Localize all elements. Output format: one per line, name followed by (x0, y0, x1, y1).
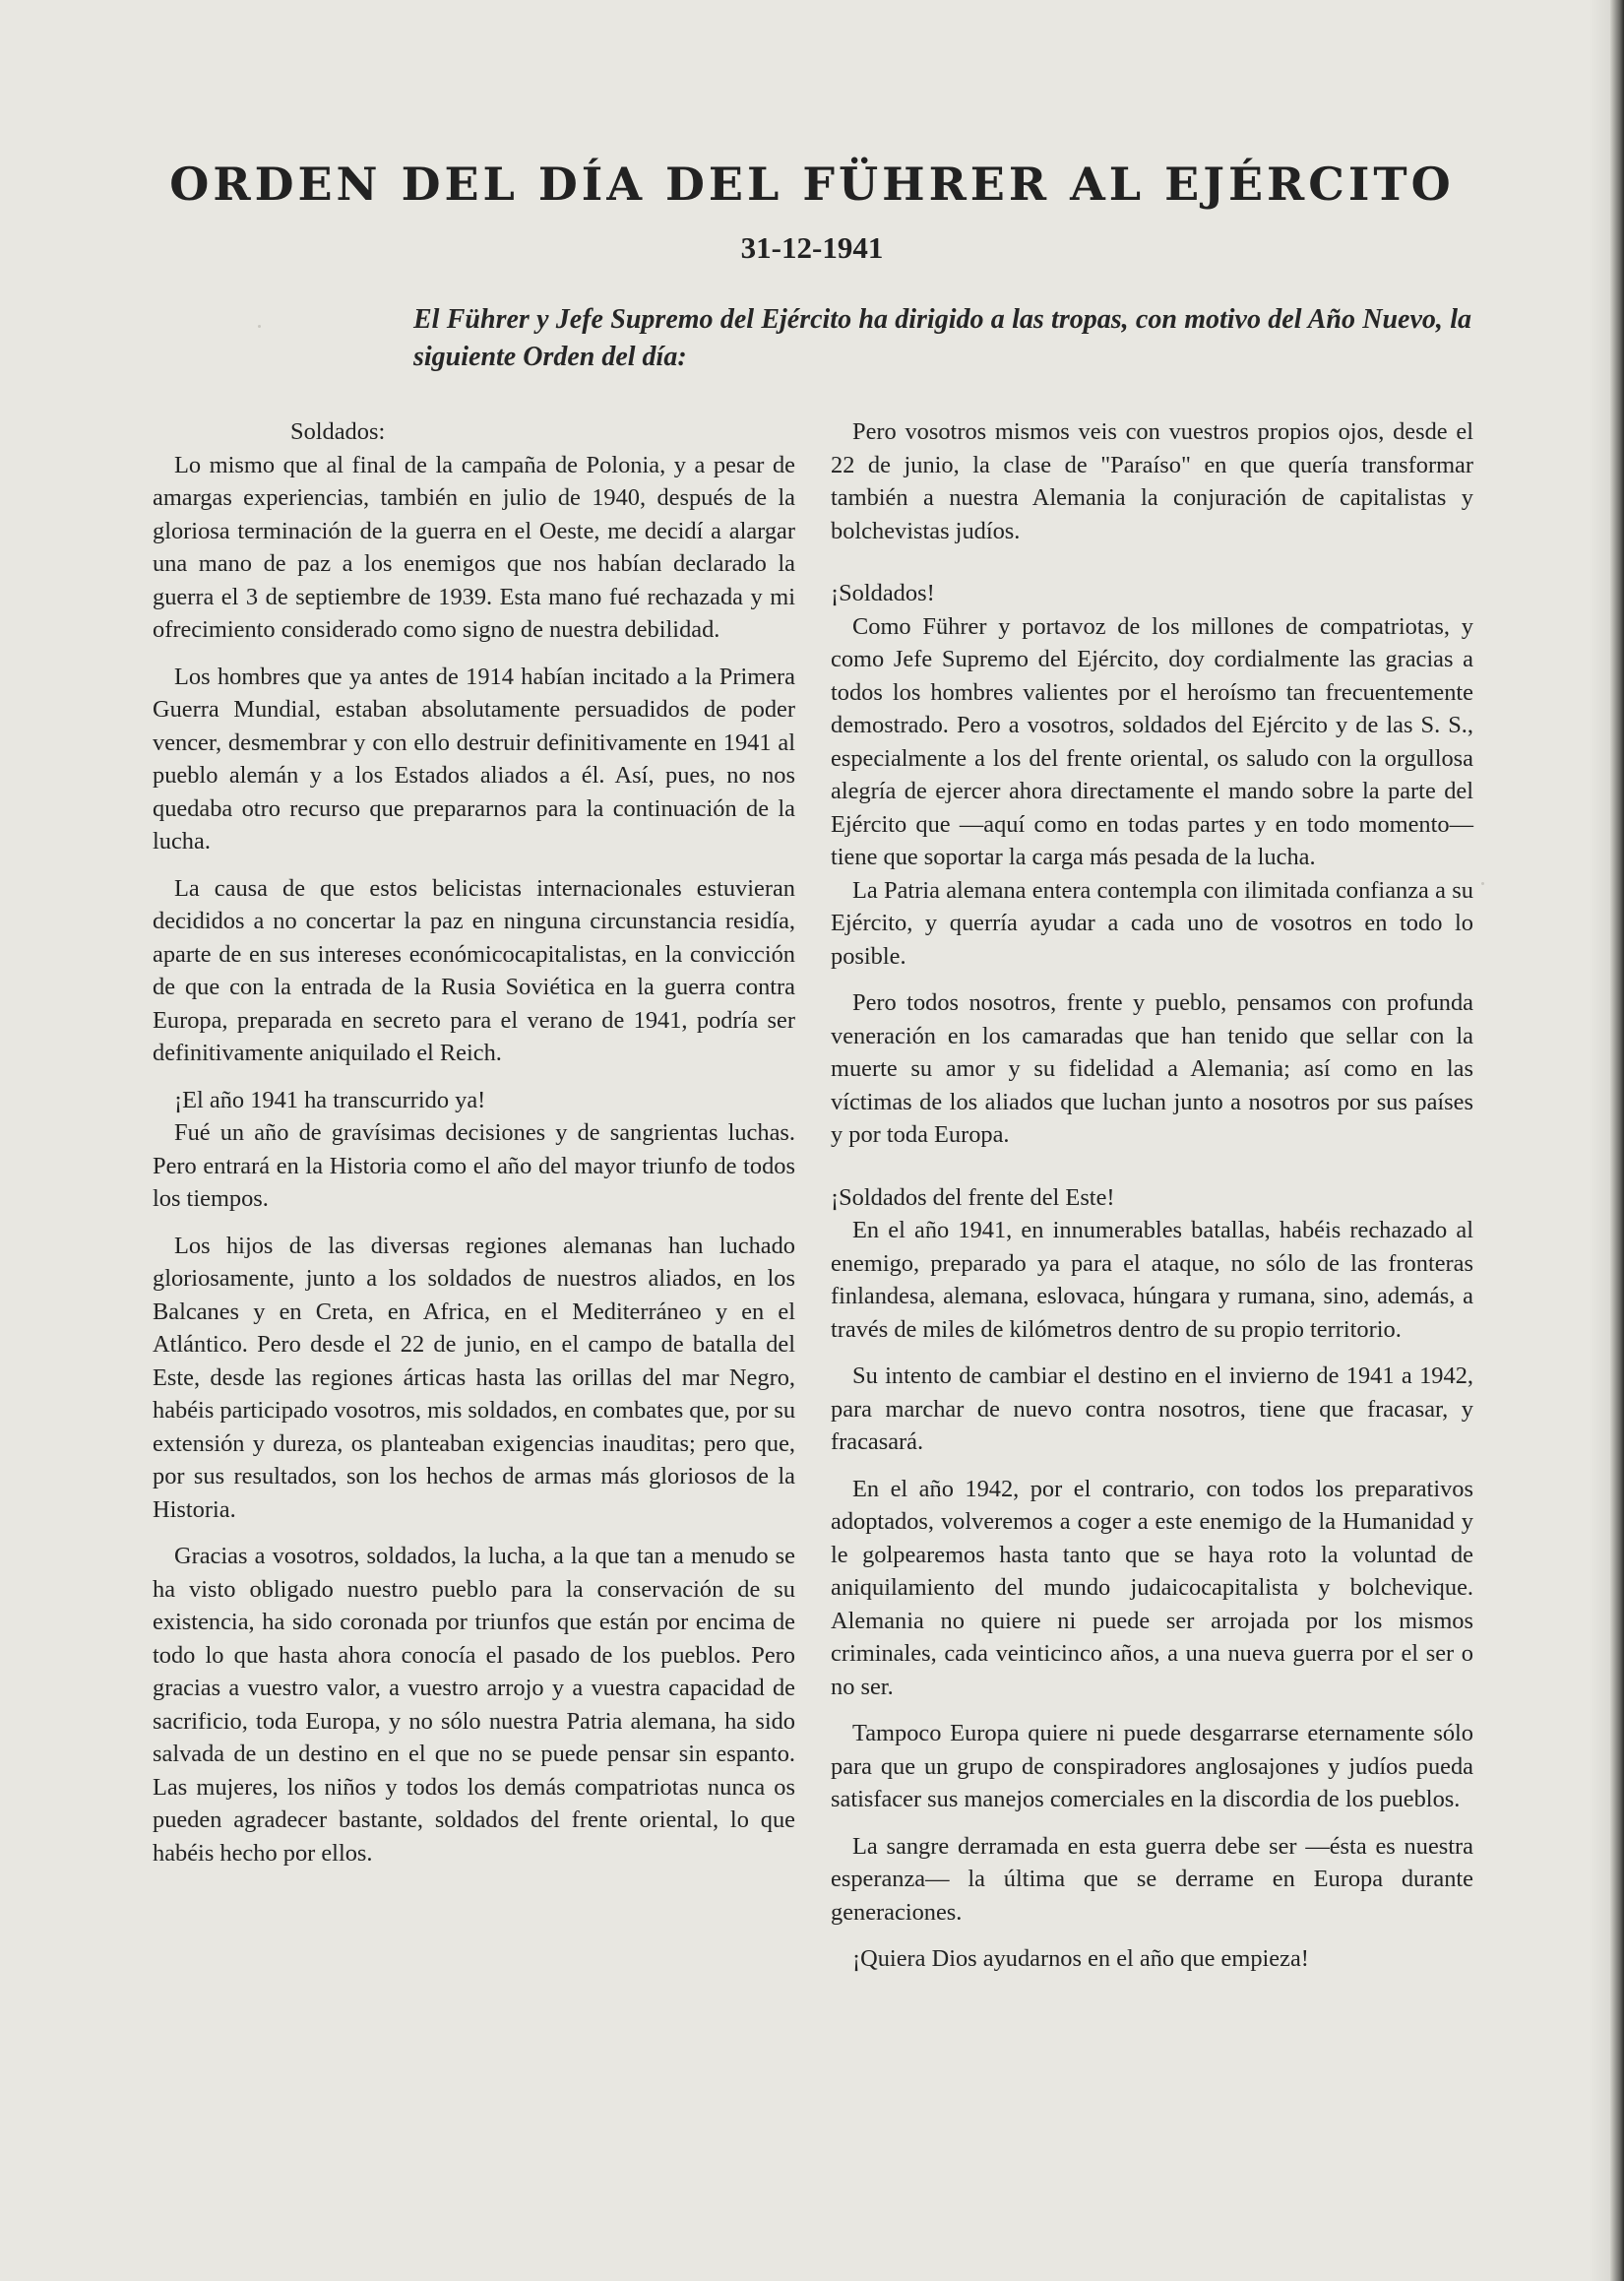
paragraph: ¡Quiera Dios ayudarnos en el año que empieza! (852, 1945, 1309, 1972)
paragraph: La causa de que estos belicistas internacionales estuvieran decididos a no concertar la paz en ninguna circunstancia residía, aparte de en sus intereses económicocapitalistas, en la convicción de que con la entrada de la Rusia Soviética en la guerra contra Europa, preparada en secreto para el verano de 1941, podría ser definitivamente aniquilado el Reich. (153, 874, 795, 1066)
page-edge-shadow (1589, 0, 1610, 2281)
paragraph: Los hijos de las diversas regiones alemanas han luchado gloriosamente, junto a los soldados de nuestros aliados, en los Balcanes y en Creta, en Africa, en el Mediterráneo y en el Atlántico. Pero desde el 22 de junio, en el campo de batalla del Este, desde las regiones árticas hasta las orillas del mar Negro, habéis participado vosotros, mis soldados, en combates que, por su extensión y dureza, os planteaban exigencias inauditas; pero que, por sus resultados, son los hechos de armas más gloriosos de la Historia. (153, 1232, 796, 1523)
paragraph: La Patria alemana entera contempla con ilimitada confianza a su Ejército, y querría ayudar a cada uno de vosotros en todo lo posible. (831, 876, 1473, 970)
paragraph: ¡Soldados del frente del Este! (831, 1183, 1115, 1211)
paragraph: Lo mismo que al final de la campaña de Polonia, y a pesar de amargas experiencias, también en julio de 1940, después de la gloriosa terminación de la guerra en el Oeste, me decidí a alargar una mano de paz a los enemigos que nos habían declarado la guerra el 3 de septiembre de 1939. Esta mano fué rechazada y mi ofrecimiento considerado como signo de nuestra debilidad. (153, 451, 795, 643)
paragraph: En el año 1942, por el contrario, con todos los preparativos adoptados, volveremos a coger a este enemigo de la Humanidad y le golpearemos hasta tanto que se haya roto la voluntad de aniquilamiento del mundo judaicocapitalista y bolchevique. Alemania no quiere ni puede ser arrojada por los mismos criminales, cada veinticinco años, a una nueva guerra por el ser o no ser. (831, 1475, 1473, 1700)
paragraph: La sangre derramada en esta guerra debe ser —ésta es nuestra esperanza— la última que se derrame en Europa durante generaciones. (831, 1832, 1473, 1926)
paper-speck (258, 325, 261, 328)
salutation: Soldados: (290, 418, 386, 445)
paragraph: ¡Soldados! (831, 580, 935, 606)
paragraph: Su intento de cambiar el destino en el invierno de 1941 a 1942, para marchar de nuevo contra nosotros, tiene que fracasar, y fracasará. (831, 1362, 1473, 1455)
paragraph: Pero todos nosotros, frente y pueblo, pensamos con profunda veneración en los camaradas que han tenido que sellar con la muerte su amor y su fidelidad a Alemania; así como en las víctimas de los aliados que luchan junto a nosotros por sus países y por toda Europa. (831, 989, 1473, 1148)
page-edge (1610, 0, 1624, 2281)
document-title: ORDEN DEL DÍA DEL FÜHRER AL EJÉRCITO (169, 158, 1455, 211)
paragraph: Como Führer y portavoz de los millones de compatriotas, y como Jefe Supremo del Ejército, doy cordialmente las gracias a todos los hombres valientes por el heroísmo tan frecuentemente demostrado. Pero a vosotros, soldados del Ejército y de las S. S., especialmente a los del frente oriental, os saludo con la orgullosa alegría de ejercer ahora directamente el mando sobre la parte del Ejército que —aquí como en todas partes y en todo momento— tiene que soportar la carga más pesada de la lucha. (831, 612, 1473, 870)
paragraph: Pero vosotros mismos veis con vuestros propios ojos, desde el 22 de junio, la clase de "Paraíso" en que quería transformar también a nuestra Alemania la conjuración de capitalistas y bolchevistas judíos. (831, 418, 1473, 544)
paragraph: Fué un año de gravísimas decisiones y de sangrientas luchas. Pero entrará en la Historia como el año del mayor triunfo de todos los tiempos. (153, 1119, 795, 1212)
paragraph: Gracias a vosotros, soldados, la lucha, a la que tan a menudo se ha visto obligado nuestro pueblo para la conservación de su existencia, ha sido coronada por triunfos que están por encima de todo lo que hasta ahora conocía el pasado de los pueblos. Pero gracias a vuestro valor, a vuestro arrojo y a vuestra capacidad de sacrificio, toda Europa, y no sólo nuestra Patria alemana, ha sido salvada de un destino en el que no se puede pensar sin espanto. Las mujeres, los niños y todos los demás compatriotas nunca os pueden agradecer bastante, soldados del frente oriental, lo que habéis hecho por ellos. (153, 1543, 795, 1867)
paragraph: En el año 1941, en innumerables batallas, habéis rechazado al enemigo, preparado ya para el ataque, no sólo de las fronteras finlandesa, alemana, eslovaca, húngara y rumana, sino, además, a través de miles de kilómetros dentro de su propio territorio. (831, 1217, 1473, 1343)
text-column-left (153, 415, 795, 1869)
paper-speck (1481, 882, 1484, 885)
paragraph: Tampoco Europa quiere ni puede desgarrarse eternamente sólo para que un grupo de conspiradores anglosajones y judíos pueda satisfacer sus manejos comerciales en la discordia de los pueblos. (831, 1720, 1473, 1812)
text-column-right (831, 415, 1473, 1976)
document-intro: El Führer y Jefe Supremo del Ejército ha dirigido a las tropas, con motivo del Año Nuevo, la siguiente Orden del día: (413, 304, 1471, 372)
paragraph: ¡El año 1941 ha transcurrido ya! (174, 1086, 486, 1113)
paragraph: Los hombres que ya antes de 1914 habían incitado a la Primera Guerra Mundial, estaban absolutamente persuadidos de poder vencer, desmembrar y con ello destruir definitivamente en 1941 al pueblo alemán y a los Estados aliados a él. Así, pues, no nos quedaba otro recurso que prepararnos para la continuación de la lucha. (153, 663, 795, 855)
document-date: 31-12-1941 (740, 230, 884, 265)
